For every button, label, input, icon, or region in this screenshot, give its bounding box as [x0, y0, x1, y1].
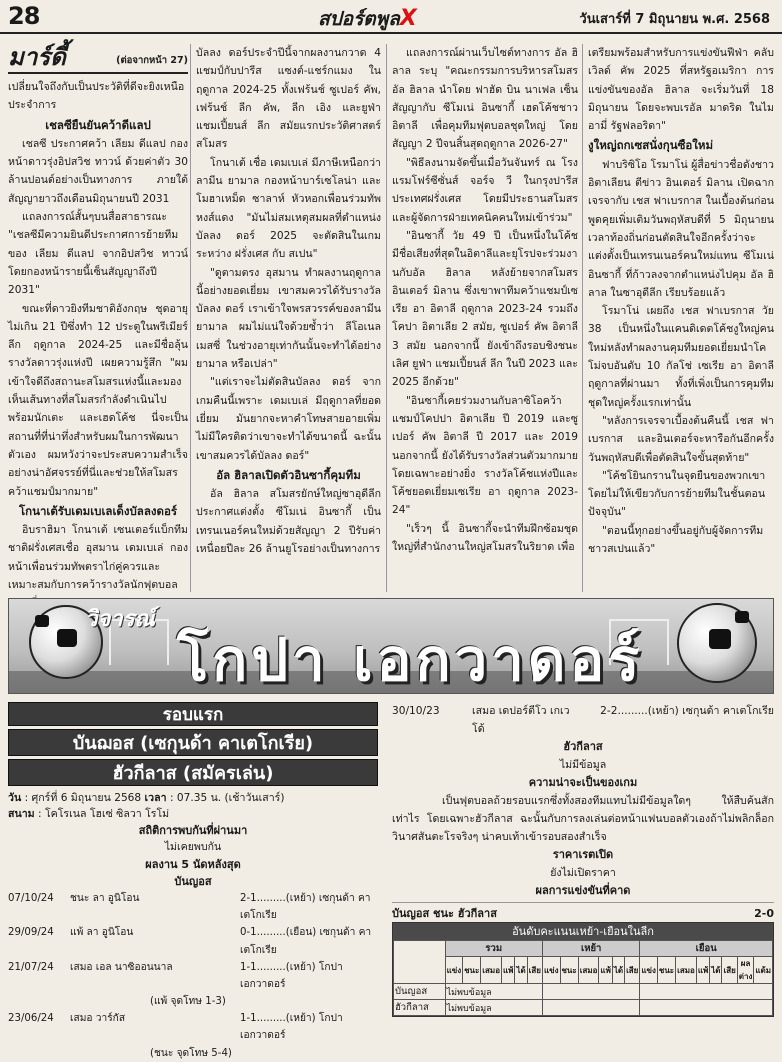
subheading: โกนาเต้รับเดมเบเลเด็งบัลลงดอร์ [18, 503, 178, 518]
paragraph: อิบราฮิมา โกนาเต้ เซนเตอร์แบ็กทีมชาติฝรั่งเศสเชื่อ อุสมาน เดมเบเล่ กองหน้าเพื่อนร่วมทัพตราไก่คู่ควรและเหมาะสมกับการคว้ารางวัลนักฟุตบอล [8, 524, 188, 592]
masthead-text: สปอร์ตพูล [318, 8, 400, 30]
time-label: เวลา [144, 792, 167, 804]
col-header: ชนะ [463, 957, 481, 984]
paragraph: "พิธีลงนามจัดขึ้นเมื่อวันจันทร์ ณ โรงแรมโฟร์ซีซั่นส์ จอร์จ วี ในกรุงปารีส ประเทศฝรั่งเศส โดยมีประธานสโมสรและผู้จัดการฝ่ายเทคนิคคนใหม่เข้าร่วม" [392, 156, 578, 224]
result-score: 1-1.........(เหย้า) โกปา เอกวาดอร์ [240, 1013, 343, 1042]
result-date: 23/06/24 [8, 1013, 54, 1025]
result-date: 07/10/24 [8, 893, 54, 904]
team-name: ฮัวกีลาส [394, 1000, 446, 1016]
no-data: ไม่พบข้อมูล [445, 1000, 542, 1016]
col-header: แพ้ [502, 957, 515, 984]
paragraph: เชลซี ประกาศคว้า เลียม ดีแลป กองหน้าดาวรุ่งอิปสวิช ทาวน์ ด้วยค่าตัว 30 ล้านปอนด์อย่างเป็นทางการ ภายใต้สัญญายาวถึงเดือนมิถุนายนปี 2031 [8, 137, 188, 205]
result-row [8, 890, 378, 924]
paragraph: แถลงการณ์สั้นๆบนสื่อสาธารณะ "เชลซีมีความยินดีประกาศการย้ายทีมของ เลียม ดีแลป จากอิปสวิช ทาวน์ โดยกองหน้ารายนี้เซ็นสัญญาถึงปี 2031" [8, 211, 188, 297]
match-info [8, 702, 378, 1062]
issue-date: วันเสาร์ที่ 7 มิถุนายน พ.ศ. 2568 [579, 12, 770, 27]
result-row [392, 702, 774, 738]
col-header: แพ้ [696, 957, 709, 984]
match-analysis [392, 702, 774, 923]
paragraph: "เร็วๆ นี้ อินซากี้จะนำทีมฝึกซ้อมชุดใหญ่ที่สำนักงานใหญ่สโมสรในริยาด เพื่อ [392, 522, 578, 554]
home-team-bar: บันฌอส (เซกุนด้า คาเตโกเรีย) [8, 729, 378, 756]
column-divider [190, 44, 191, 592]
article-column-2 [196, 44, 381, 592]
group-header: เยือน [640, 941, 773, 957]
paragraph: "โค้ชโยินกรานในจุดยืนของพวกเขา โดยไม่ให้เขียวกับการย้ายทีมในชั้นตอนปัจจุบัน" [588, 469, 766, 519]
paragraph: โกนาเต้ เชื่อ เดมเบเล่ มีภาษีเหนือกว่า ลามีน ยามาล กองหน้าบาร์เซโลน่า และ โมฮาเหม็ด ซาลาห์ หัวหอกเพื่อนร่วมทัพหงส์แดง "มันไม่สมเหตุสมผลที่ตำแหน่งบัลลง ดอร์ 2025 จะตัดสินในเกมระหว่าง ฝรั่งเศส กับ สเปน" [196, 156, 381, 261]
date-time-line [8, 790, 378, 806]
paragraph: บัลลง ดอร์ประจำปีนี้จากผลงานกวาด 4 แชมป์กับปารีส แซงต์-แชร์กแมง ในฤดูกาล 2024-25 ทั้งเฟร้นช์ ซูเปอร์ คัพ, เฟร้นช์ ลีก คัพ, ลีก เอิง และยูฟ่า แชมเปี้ยนส์ ลีก สมัยแรกประวัติศาสตร์สโมสร [196, 47, 381, 151]
table-row [394, 984, 773, 1000]
paragraph: เปลี่ยนใจถึงกับเป็นประวัติที่ดีจะยิงเหนือประจำการ [8, 81, 185, 112]
result-date: 21/07/24 [8, 961, 54, 973]
prediction-score: 2-0 [754, 907, 774, 920]
penalty-note: (แพ้ จุดโทษ 1-3) [150, 996, 226, 1008]
result-text: เสมอ วาร์กัส [70, 1013, 126, 1025]
paragraph: "อินซากี้ วัย 49 ปี เป็นหนึ่งในโค้ชมีชื่อเสียงที่สุดในอิตาลีและยุโรปจะร่วมงานกับอัล ฮิลาล หลังย้ายจากสโมสรอินเตอร์ มิลาน ซึ่งเขาพาทีมคว้าแชมป์เซเรีย อา อิตาลี ฤดูกาล 2023-24 รวมถึงโคปา อิตาเลีย 2 สมัย, ซูเปอร์ คัพ อิตาลี 3 สมัย นอกจากนี้ ยังเข้าถึงรอบชิงชนะเลิศ ยูฟ่า แชมเปี้ยนส์ ลีก ในปี 2023 และ 2025 อีกด้วย" [392, 229, 578, 389]
page-header [0, 0, 782, 34]
paragraph: "อินซากี้เคยร่วมงานกับลาซิโอคว้าแชมป์โคปปา อิตาเลีย ปี 2019 และซูเปอร์ คัพ อิตาลี ปี 2017 และ 2019 นอกจากนี้ ยังได้รับรางวัลส่วนตัวมากมายโดยเฉพาะอย่างยิ่ง รางวัลโค้ชแห่งปีและโค้ชยอดเยี่ยมเซเรีย อา ฤดูกาล 2023-24" [392, 394, 578, 517]
time-value: : 07.35 น. (เช้าวันเสาร์) [169, 792, 285, 804]
column-headers [394, 957, 773, 984]
soccer-ball-icon [677, 603, 757, 683]
result-score: 2-2.........(เหย้า) เซกุนด้า คาเตโกเรีย [600, 705, 774, 717]
group-header: เหย้า [542, 941, 639, 957]
page-number: 28 [8, 2, 40, 30]
result-date: 30/10/23 [392, 705, 440, 717]
last5-title: ผลงาน 5 นัดหลังสุด [145, 858, 241, 871]
result-date: 29/09/24 [8, 927, 54, 939]
masthead-x: X [399, 6, 417, 31]
column-divider [386, 44, 387, 592]
paragraph: "ดูตามตรง อุสมาน ทำผลงานฤดูกาลนี้อย่างยอดเยี่ยม เขาสมควรได้รับรางวัลบัลลง ดอร์ เราเข้าใจพรสวรรค์ของลามีน ยามาล ผมไม่แน่ใจด้วยซ้ำว่า ลีโอเนล เมสซี่ ในช่วงอายุเท่ากันนั้นจะทำได้อย่างยามาล หรือเปล่า" [196, 266, 381, 371]
standings-grid [393, 940, 773, 1016]
col-header: แพ้ [599, 957, 612, 984]
prediction-title: ผลการแข่งขันที่คาด [535, 884, 631, 897]
home-form-label: บันญอส [174, 875, 212, 888]
col-header: ชนะ [657, 957, 675, 984]
banner-subtitle: วิจารณ์ [85, 607, 155, 632]
paragraph: "แต่เราจะไม่ตัดสินบัลลง ดอร์ จากเกมคืนนี้เพราะ เดมเบเล่ มีฤดูกาลที่ยอดเยี่ยม มันยากจะหาคำโทษสายอายเพิ่มไม่มีใครติดว่าเขาจะทำได้ขนาดนี้ ฉะนั้น เขาสมควรได้บัลลง ดอร์" [196, 376, 381, 462]
possibility-text: เป็นฟุตบอลถ้วยรอบแรกซึ่งทั้งสองทีมแทบไม่มีข้อมูลใดๆ ให้สืบค้นสักเท่าไร โดยเฉพาะฮัวกีลาส ฉะนั้นกับการลงเล่นต่อหน้าแฟนบอลตัวเองถ้าไม่พลิกล็อกวินาศสันตะโรจริงๆ น่าคบเท้าเข้ารอบสองสำเร็จ [392, 795, 774, 843]
col-header: ผลต่าง [737, 957, 754, 984]
penalty-note: (ชนะ จุดโทษ 5-4) [150, 1047, 232, 1059]
odds-value: ยังไม่เปิดราคา [550, 867, 616, 879]
kickoff-info [8, 790, 378, 822]
table-row [394, 1000, 773, 1016]
paragraph: "หลังการเจรจาเบื้องต้นคืนนี้ เชส ฟาเบรกาส และอินเตอร์จะหารือกันอีกครั้งวันพฤหัสบดีเพื่อตัดสินใจขั้นสุดท้าย" [588, 414, 774, 464]
masthead [318, 4, 417, 34]
away-form-label: ฮัวกีลาส [563, 740, 603, 753]
subheading: งูใหญ่ถกเซสนั่งกุนซือใหม่ [588, 138, 714, 153]
col-header: ชนะ [560, 957, 578, 984]
result-text: เสมอ เดปอร์ตีโว เกเวโด้ [472, 705, 570, 735]
article-column-1 [8, 44, 188, 592]
col-header: เสีย [625, 957, 640, 984]
paragraph: ขณะที่ดาวยิงทีมชาติอังกฤษ ชุดอายุไม่เกิน 21 ปีซึ่งทำ 12 ประตูในพรีเมียร์ลีก ฤดูกาล 2024-25 และมีชื่อลุ้นรางวัลดาวรุ่งแห่งปี เผยความรู้สึก "ผมเข้าใจดีถึงสถานะสโมสรแห่งนี้และมองเห็นเส้นทางที่สโมสรกำลังดำเนินไปพร้อมนักเตะ และเฮดโค้ช นี่จะเป็นสถานที่ที่น่าทึ่งสำหรับผมในการพัฒนาตัวเอง ผมหวังว่าจะประสบความสำเร็จอย่างน่าอัศจรรย์ที่นี่และช่วยให้สโมสรคว้าแชมป์มากมาย" [8, 302, 188, 498]
round-label: รอบแรก [8, 702, 378, 726]
col-header: แข่ง [542, 957, 560, 984]
result-row [8, 924, 378, 958]
paragraph: อัล ฮิลาล สโมสรยักษ์ใหญ่ซาอุดีลีกประกาศแต่งตั้ง ซีโมเน่ อินซากี้ เป็นเทรนเนอร์คนใหม่ด้วยสัญญา 2 ปีรับค่าเหนื่อยปีละ 26 ล้านยูโรอย่างเป็นทางการ [196, 488, 381, 556]
article-column-3 [392, 44, 578, 592]
paragraph: โรมาโน่ เผยถึง เชส ฟาเบรกาส วัย 38 เป็นหนึ่งในแคนดิเดตโค้ชงูใหญ่คนใหม่หลังทำผลงานคุมทีมยอดเยี่ยมนำโคโม่จบอันดับ 10 กัลโช่ เซเรีย อา อิตาลี ฤดูกาลที่ผ่านมา ทั้งที่เพิ่งเป็นการคุมทีมชุดใหญ่ครั้งแรกเท่านั้น [588, 305, 774, 409]
column-divider [582, 44, 583, 592]
away-form-value: ไม่มีข้อมูล [559, 759, 607, 771]
col-header: ได้ [612, 957, 624, 984]
team-name: บันญอส [394, 984, 446, 1000]
col-header: เสมอ [481, 957, 502, 984]
odds-title: ราคาเรตเปิด [552, 848, 614, 861]
empty-cell [542, 1000, 639, 1016]
col-header: ได้ [710, 957, 722, 984]
section-banner [8, 598, 774, 694]
paragraph: "ตอนนี้ทุกอย่างขึ้นอยู่กับผู้จัดการทีมชาวสเปนแล้ว" [588, 524, 764, 556]
continued-note: (ต่อจากหน้า 27) [116, 54, 188, 66]
group-header: รวม [445, 941, 542, 957]
banner-title: โกปา เอกวาดอร์ [177, 626, 644, 694]
result-text: แพ้ ลา อูนิโอน [70, 927, 134, 939]
col-header: ได้ [515, 957, 527, 984]
empty-cell [640, 984, 773, 1000]
paragraph: แถลงการณ์ผ่านเว็บไซต์ทางการ อัล ฮิลาล ระบุ "คณะกรรมการบริหารสโมสรอัล ฮิลาล นำโดย ฟาฮัด บิน นาเฟล เซ็นสัญญากับ ซีโมเน่ อินซากี้ เฮดโค้ชชาวอิตาลี เพื่อคุมทีมฟุตบอลชุดใหญ่ โดยสัญญา 2 ปีจนสิ้นสุดฤดูกาล 2026-27" [392, 47, 578, 151]
result-row [8, 959, 378, 993]
prediction-row [392, 902, 774, 923]
col-header: แข่ง [445, 957, 463, 984]
col-header: เสมอ [578, 957, 599, 984]
col-header: เสมอ [676, 957, 697, 984]
result-row [8, 1010, 378, 1044]
venue-label: สนาม [8, 808, 35, 820]
team-col-header [394, 941, 446, 984]
h2h-value: ไม่เคยพบกัน [164, 841, 222, 853]
date-label: วัน [8, 792, 22, 804]
away-team-bar: ฮัวกีลาส (สมัครเล่น) [8, 759, 378, 786]
h2h-title: สถิติการพบกันที่ผ่านมา [138, 824, 248, 837]
empty-cell [640, 1000, 773, 1016]
col-header: เสีย [722, 957, 737, 984]
result-text: เสมอ เอล นาซิออนนาล [70, 961, 173, 973]
article-column-4 [588, 44, 774, 592]
date-value: : ศุกร์ที่ 6 มิถุนายน 2568 [24, 792, 142, 804]
standings-title: อันดับคะแนนเหย้า-เยือนในลีก [393, 923, 773, 940]
empty-cell [542, 984, 639, 1000]
result-text: ชนะ ลา อูนิโอน [70, 893, 140, 904]
paragraph: เตรียมพร้อมสำหรับการแข่งขันฟีฟ่า คลับ เวิลด์ คัพ 2025 ที่สหรัฐอเมริกา การแข่งขันของอัล ฮิลาล จะเริ่มวันที่ 18 มิถุนายน โดยจะพบเรอัล มาดริด ในไมอามี่ รัฐฟลอริดา" [588, 47, 774, 133]
column-logo [8, 44, 188, 74]
standings-table [392, 922, 774, 1017]
result-score: 2-1.........(เหย้า) เซกุนด้า คาเตโกเรีย [240, 893, 371, 922]
prediction-text: บันญอส ชนะ ฮัวกีลาส [392, 907, 497, 920]
col-header: แต้ม [754, 957, 773, 984]
possibility-title: ความน่าจะเป็นของเกม [528, 776, 638, 789]
col-header: เสีย [527, 957, 542, 984]
subheading: เชลซียืนยันคว้าดีแลป [45, 117, 151, 132]
paragraph: ฟาบริซิโอ โรมาโน่ ผู้สื่อข่าวชื่อดังชาวอิตาเลียน ตีข่าว อินเตอร์ มิลาน เปิดฉากเจรจากับ เชส ฟาเบรกาส ในเบื้องต้นก่อนพูดคุยเพิ่มเติมวันพฤหัสบดีที่ 5 มิถุนายนเวลาท้องถิ่นก่อนตัดสินใจอีกครั้งว่าจะแต่งตั้งเป็นเทรนเนอร์คนใหม่แทน ซีโมเน่ อินซากี้ ที่ก้าวลงจากตำแหน่งไปคุม อัล ฮิลาล ในซาอุดีลีก เรียบร้อยแล้ว [588, 158, 774, 299]
venue-line [8, 806, 378, 822]
column-logo-text: มาร์ดี้ [8, 43, 66, 71]
result-score: 1-1.........(เหย้า) โกปา เอกวาดอร์ [240, 961, 343, 991]
venue-value: : โคโรเนล โฮเซ่ ซิลวา โรโม่ [38, 808, 170, 820]
no-data: ไม่พบข้อมูล [445, 984, 542, 1000]
subheading: อัล ฮิลาลเปิดตัวอินซากี้คุมทีม [216, 467, 361, 482]
col-header: แข่ง [640, 957, 658, 984]
result-score: 0-1.........(เยือน) เซกุนด้า คาเตโกเรีย [240, 927, 372, 956]
